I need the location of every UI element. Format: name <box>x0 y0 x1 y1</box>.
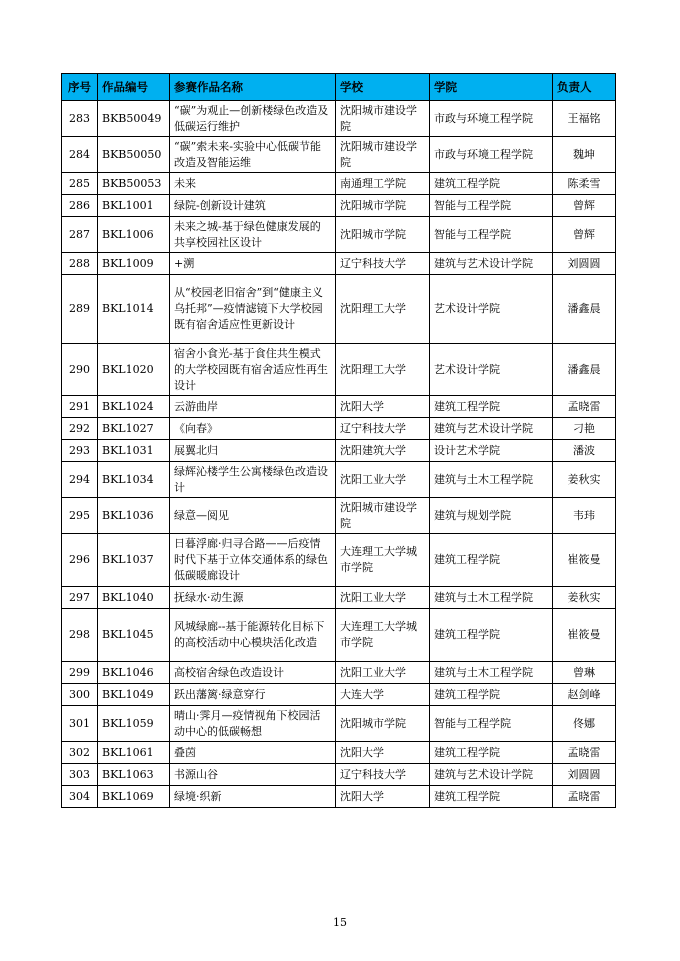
table-row <box>62 764 616 786</box>
cell-work-name: 高校宿舍绿色改造设计 <box>170 662 336 684</box>
cell-work-code: BKL1031 <box>98 440 170 462</box>
page-number: 15 <box>333 916 347 929</box>
cell-college: 智能与工程学院 <box>430 195 553 217</box>
cell-college: 艺术设计学院 <box>430 275 553 344</box>
table-row <box>62 662 616 684</box>
cell-serial-number: 292 <box>62 418 98 440</box>
cell-serial-number: 291 <box>62 396 98 418</box>
cell-college: 市政与环境工程学院 <box>430 101 553 137</box>
cell-work-name: 书源山谷 <box>170 764 336 786</box>
table-row <box>62 195 616 217</box>
cell-school: 沈阳大学 <box>336 786 430 808</box>
cell-work-code: BKL1040 <box>98 587 170 609</box>
cell-college: 艺术设计学院 <box>430 344 553 396</box>
cell-person-in-charge: 孟晓雷 <box>553 742 616 764</box>
cell-work-name: 云游曲岸 <box>170 396 336 418</box>
table-row <box>62 253 616 275</box>
cell-work-code: BKL1024 <box>98 396 170 418</box>
cell-work-code: BKL1061 <box>98 742 170 764</box>
cell-school: 沈阳工业大学 <box>336 462 430 498</box>
cell-work-code: BKL1063 <box>98 764 170 786</box>
cell-college: 设计艺术学院 <box>430 440 553 462</box>
table-row <box>62 275 616 344</box>
cell-school: 沈阳城市建设学院 <box>336 498 430 534</box>
cell-college: 建筑工程学院 <box>430 396 553 418</box>
cell-person-in-charge: 曾辉 <box>553 217 616 253</box>
cell-person-in-charge: 刘圆圆 <box>553 253 616 275</box>
cell-school: 沈阳城市学院 <box>336 195 430 217</box>
cell-work-name: 绿院-创新设计建筑 <box>170 195 336 217</box>
cell-person-in-charge: 曾辉 <box>553 195 616 217</box>
table-row <box>62 173 616 195</box>
cell-person-in-charge: 崔筱曼 <box>553 609 616 662</box>
table-row <box>62 137 616 173</box>
header-college: 学院 <box>430 74 553 101</box>
cell-person-in-charge: 韦玮 <box>553 498 616 534</box>
cell-person-in-charge: 刘圆圆 <box>553 764 616 786</box>
cell-serial-number: 287 <box>62 217 98 253</box>
cell-serial-number: 299 <box>62 662 98 684</box>
cell-work-code: BKL1049 <box>98 684 170 706</box>
cell-college: 建筑与规划学院 <box>430 498 553 534</box>
cell-work-code: BKL1001 <box>98 195 170 217</box>
cell-college: 建筑工程学院 <box>430 609 553 662</box>
cell-school: 沈阳建筑大学 <box>336 440 430 462</box>
cell-person-in-charge: 潘鑫晨 <box>553 344 616 396</box>
cell-serial-number: 302 <box>62 742 98 764</box>
cell-person-in-charge: 孟晓雷 <box>553 786 616 808</box>
cell-serial-number: 294 <box>62 462 98 498</box>
cell-serial-number: 301 <box>62 706 98 742</box>
cell-college: 建筑与艺术设计学院 <box>430 764 553 786</box>
table-row <box>62 609 616 662</box>
cell-work-name: 风城绿廊--基于能源转化目标下的高校活动中心模块活化改造 <box>170 609 336 662</box>
cell-person-in-charge: 姜秋实 <box>553 462 616 498</box>
cell-work-name: 晴山·霁月—疫情视角下校园活动中心的低碳畅想 <box>170 706 336 742</box>
cell-person-in-charge: 潘波 <box>553 440 616 462</box>
cell-school: 沈阳城市建设学院 <box>336 137 430 173</box>
cell-college: 建筑工程学院 <box>430 786 553 808</box>
cell-serial-number: 286 <box>62 195 98 217</box>
table-row <box>62 418 616 440</box>
cell-work-code: BKL1006 <box>98 217 170 253</box>
cell-school: 沈阳理工大学 <box>336 344 430 396</box>
cell-work-name: 跃出藩篱·绿意穿行 <box>170 684 336 706</box>
cell-work-name: “碳”索未来-实验中心低碳节能改造及智能运维 <box>170 137 336 173</box>
table-row <box>62 587 616 609</box>
cell-person-in-charge: 姜秋实 <box>553 587 616 609</box>
cell-work-name: 宿舍小食光-基于食住共生模式的大学校园既有宿舍适应性再生设计 <box>170 344 336 396</box>
cell-serial-number: 284 <box>62 137 98 173</box>
cell-school: 沈阳工业大学 <box>336 662 430 684</box>
table-body <box>62 101 616 808</box>
cell-work-code: BKB50053 <box>98 173 170 195</box>
cell-school: 辽宁科技大学 <box>336 418 430 440</box>
table-row <box>62 786 616 808</box>
cell-serial-number: 293 <box>62 440 98 462</box>
cell-college: 建筑工程学院 <box>430 173 553 195</box>
cell-school: 沈阳城市学院 <box>336 706 430 742</box>
cell-work-name: 《向春》 <box>170 418 336 440</box>
cell-college: 智能与工程学院 <box>430 706 553 742</box>
cell-school: 大连理工大学城市学院 <box>336 534 430 587</box>
cell-college: 建筑与艺术设计学院 <box>430 253 553 275</box>
table-row <box>62 706 616 742</box>
table-row <box>62 440 616 462</box>
cell-work-name: 绿境·织新 <box>170 786 336 808</box>
cell-person-in-charge: 崔筱曼 <box>553 534 616 587</box>
cell-work-code: BKL1020 <box>98 344 170 396</box>
cell-work-code: BKL1045 <box>98 609 170 662</box>
cell-work-code: BKB50050 <box>98 137 170 173</box>
cell-person-in-charge: 王福铭 <box>553 101 616 137</box>
cell-serial-number: 300 <box>62 684 98 706</box>
table-row <box>62 462 616 498</box>
cell-school: 沈阳城市学院 <box>336 217 430 253</box>
cell-person-in-charge: 魏坤 <box>553 137 616 173</box>
cell-work-name: 绿意—阅见 <box>170 498 336 534</box>
cell-college: 市政与环境工程学院 <box>430 137 553 173</box>
cell-college: 建筑与土木工程学院 <box>430 587 553 609</box>
cell-work-name: +溯 <box>170 253 336 275</box>
cell-person-in-charge: 陈柔雪 <box>553 173 616 195</box>
cell-serial-number: 285 <box>62 173 98 195</box>
cell-serial-number: 303 <box>62 764 98 786</box>
cell-person-in-charge: 赵剑峰 <box>553 684 616 706</box>
cell-work-code: BKL1037 <box>98 534 170 587</box>
cell-work-name: 抚绿水·动生源 <box>170 587 336 609</box>
award-table-container <box>61 73 615 808</box>
cell-school: 辽宁科技大学 <box>336 253 430 275</box>
cell-serial-number: 304 <box>62 786 98 808</box>
cell-person-in-charge: 孟晓雷 <box>553 396 616 418</box>
award-table <box>61 73 616 808</box>
cell-work-name: 从“校园老旧宿舍”到“健康主义乌托邦”—疫情滤镜下大学校园既有宿舍适应性更新设计 <box>170 275 336 344</box>
cell-school: 沈阳大学 <box>336 742 430 764</box>
cell-work-name: 日暮浮廊·归寻合路——后疫情时代下基于立体交通体系的绿色低碳暖廊设计 <box>170 534 336 587</box>
header-school: 学校 <box>336 74 430 101</box>
table-header-row <box>62 74 616 101</box>
cell-school: 辽宁科技大学 <box>336 764 430 786</box>
cell-serial-number: 295 <box>62 498 98 534</box>
cell-college: 建筑工程学院 <box>430 742 553 764</box>
cell-work-name: 未来 <box>170 173 336 195</box>
header-serial-number: 序号 <box>62 74 98 101</box>
cell-work-name: 绿辉沁楼学生公寓楼绿色改造设计 <box>170 462 336 498</box>
header-work-code: 作品编号 <box>98 74 170 101</box>
cell-college: 智能与工程学院 <box>430 217 553 253</box>
cell-school: 大连理工大学城市学院 <box>336 609 430 662</box>
cell-school: 大连大学 <box>336 684 430 706</box>
cell-serial-number: 298 <box>62 609 98 662</box>
cell-work-code: BKL1059 <box>98 706 170 742</box>
cell-work-name: 展翼北归 <box>170 440 336 462</box>
table-row <box>62 344 616 396</box>
table-row <box>62 498 616 534</box>
table-row <box>62 684 616 706</box>
table-row <box>62 217 616 253</box>
cell-college: 建筑与艺术设计学院 <box>430 418 553 440</box>
cell-college: 建筑与土木工程学院 <box>430 662 553 684</box>
cell-college: 建筑工程学院 <box>430 684 553 706</box>
table-row <box>62 396 616 418</box>
cell-person-in-charge: 曾琳 <box>553 662 616 684</box>
cell-school: 沈阳理工大学 <box>336 275 430 344</box>
table-row <box>62 101 616 137</box>
cell-work-code: BKB50049 <box>98 101 170 137</box>
cell-serial-number: 288 <box>62 253 98 275</box>
cell-person-in-charge: 刁艳 <box>553 418 616 440</box>
header-work-name: 参赛作品名称 <box>170 74 336 101</box>
cell-serial-number: 296 <box>62 534 98 587</box>
cell-work-name: 未来之城-基于绿色健康发展的共享校园社区设计 <box>170 217 336 253</box>
header-person-in-charge: 负责人 <box>553 74 616 101</box>
cell-work-code: BKL1036 <box>98 498 170 534</box>
cell-college: 建筑工程学院 <box>430 534 553 587</box>
cell-work-code: BKL1014 <box>98 275 170 344</box>
cell-school: 沈阳工业大学 <box>336 587 430 609</box>
cell-work-code: BKL1009 <box>98 253 170 275</box>
table-row <box>62 742 616 764</box>
cell-work-name: 叠茵 <box>170 742 336 764</box>
cell-serial-number: 283 <box>62 101 98 137</box>
cell-serial-number: 289 <box>62 275 98 344</box>
cell-school: 沈阳大学 <box>336 396 430 418</box>
cell-serial-number: 290 <box>62 344 98 396</box>
cell-college: 建筑与土木工程学院 <box>430 462 553 498</box>
cell-serial-number: 297 <box>62 587 98 609</box>
cell-work-code: BKL1069 <box>98 786 170 808</box>
cell-work-code: BKL1027 <box>98 418 170 440</box>
cell-person-in-charge: 潘鑫晨 <box>553 275 616 344</box>
table-row <box>62 534 616 587</box>
cell-work-code: BKL1046 <box>98 662 170 684</box>
cell-work-code: BKL1034 <box>98 462 170 498</box>
cell-work-name: “碳”为观止—创新楼绿色改造及低碳运行维护 <box>170 101 336 137</box>
cell-school: 沈阳城市建设学院 <box>336 101 430 137</box>
cell-school: 南通理工学院 <box>336 173 430 195</box>
cell-person-in-charge: 佟娜 <box>553 706 616 742</box>
